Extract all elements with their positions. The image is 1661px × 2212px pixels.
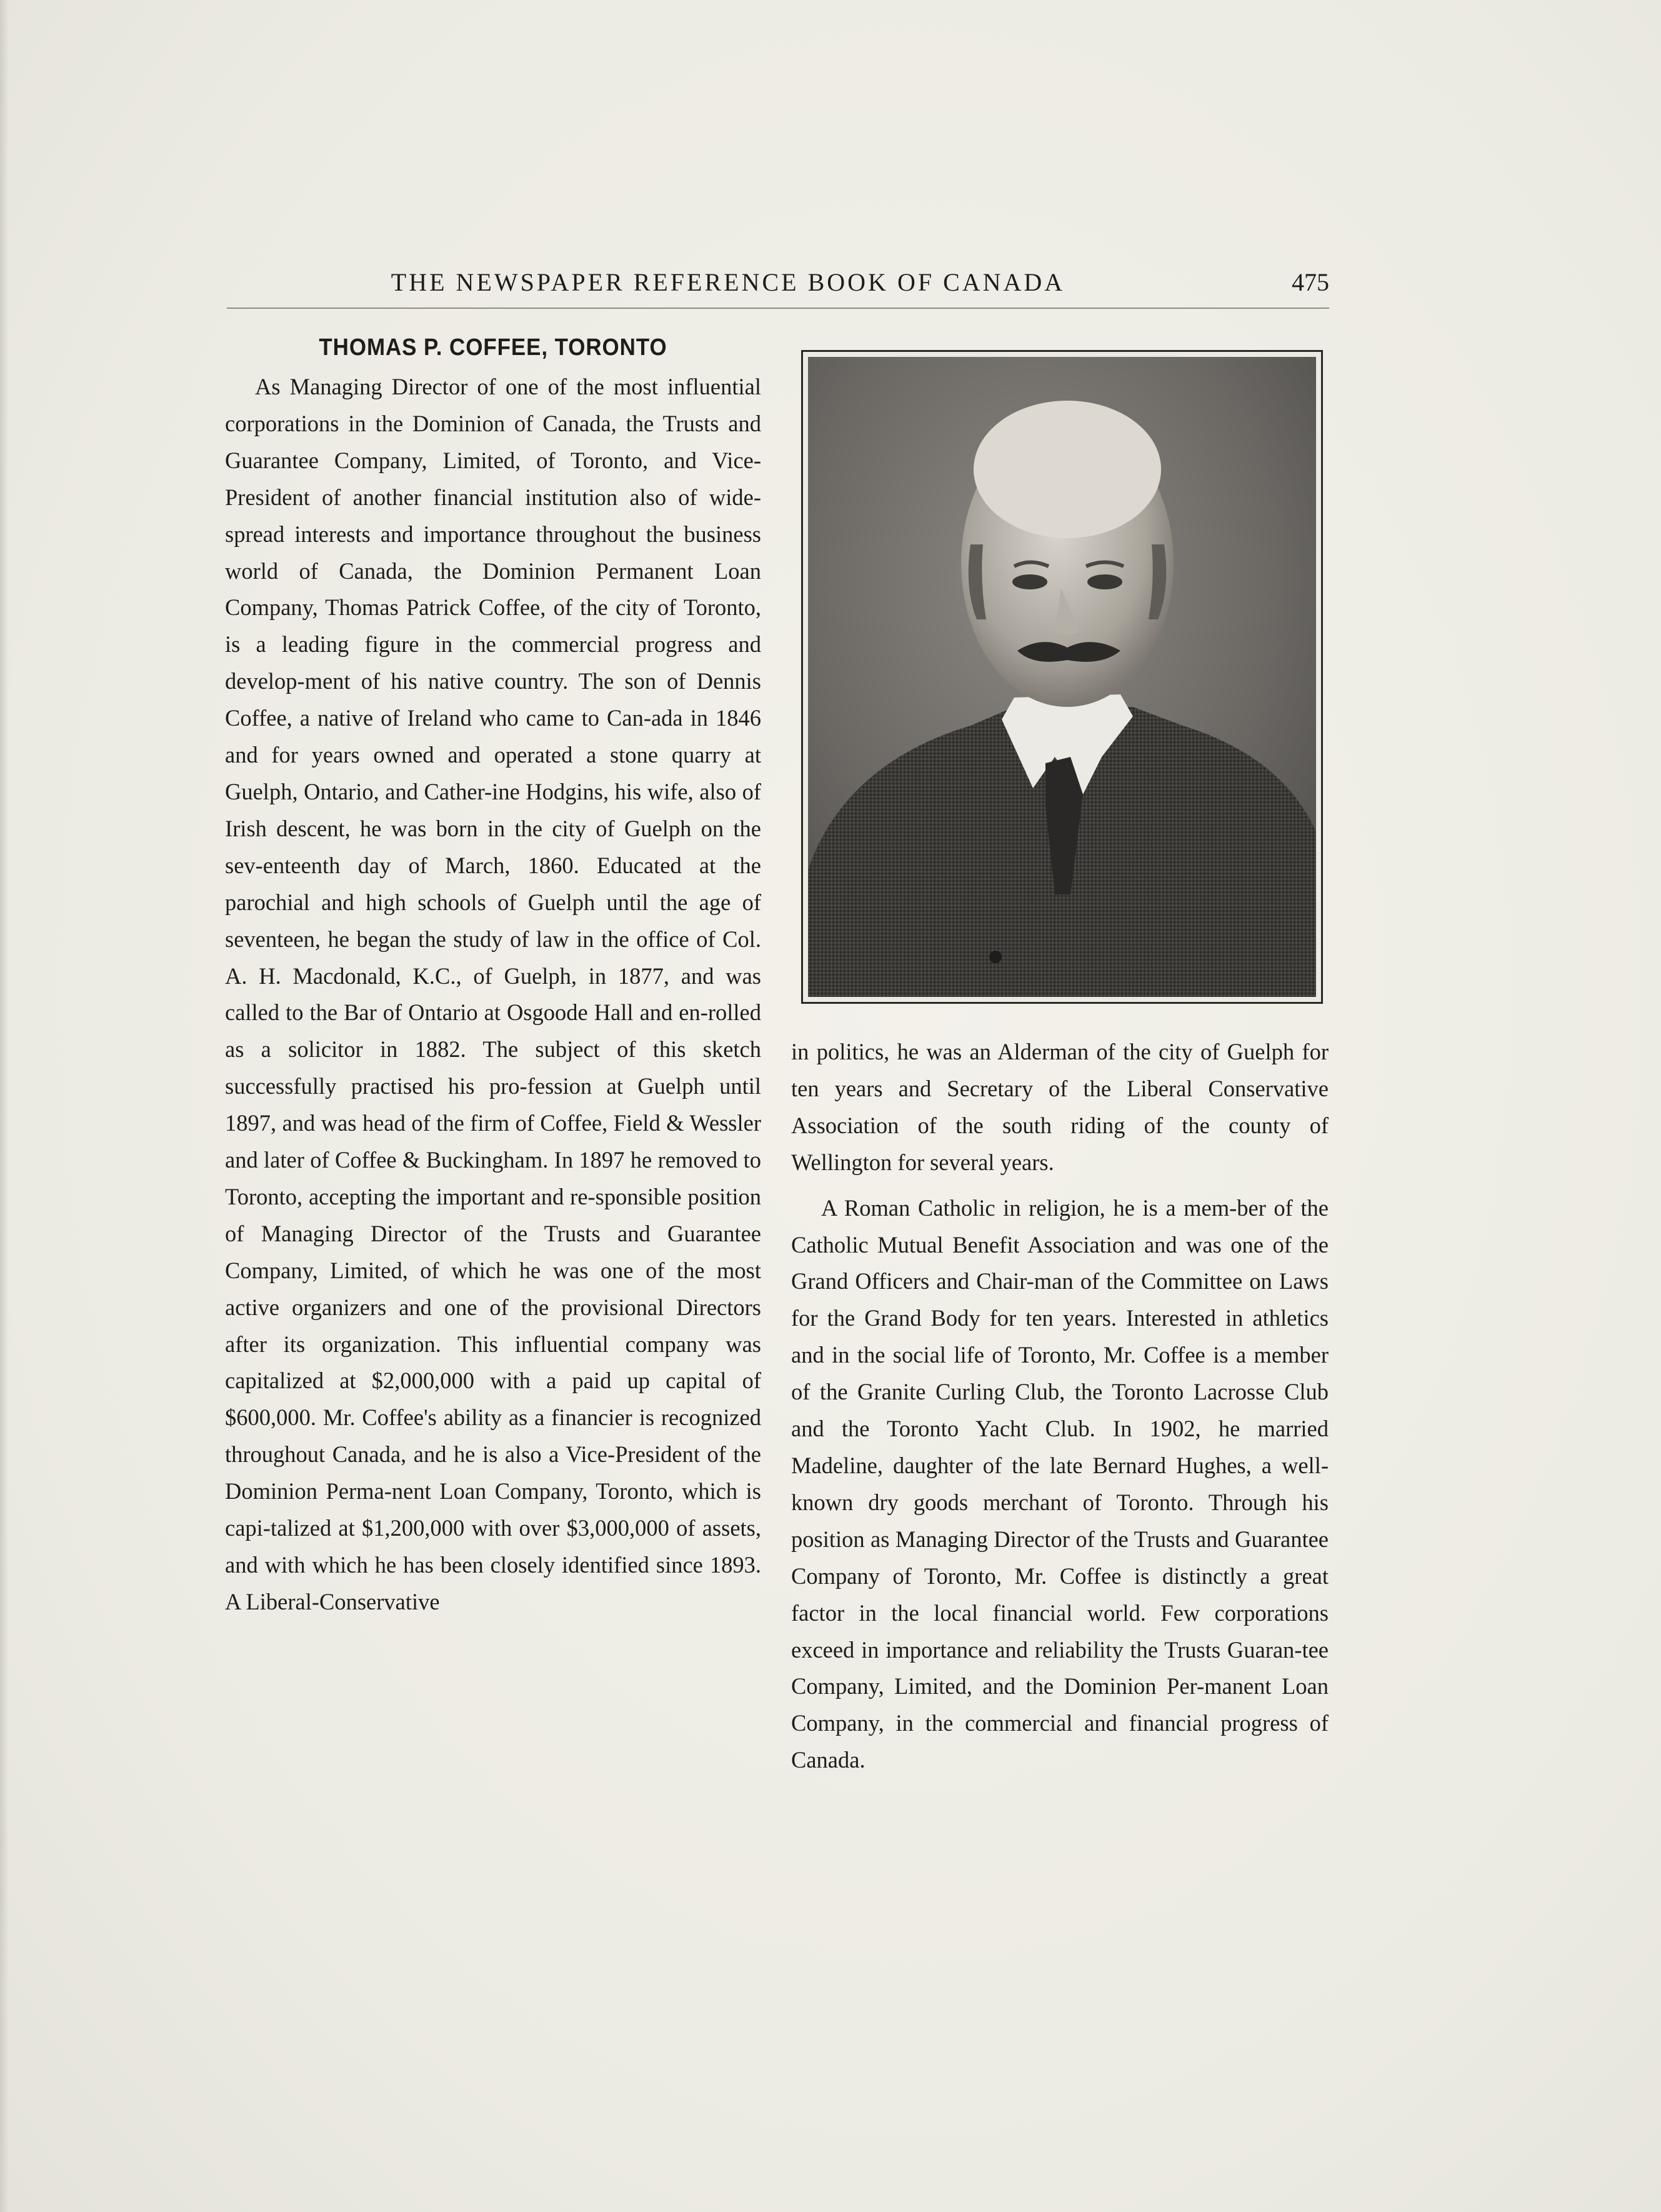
page-edge-shadow xyxy=(0,0,9,2212)
right-column-paragraph-2: A Roman Catholic in religion, he is a mem-ber of the Catholic Mutual Benefit Association and was one of the Grand Officers and Chair-man of the Committee on Laws for the Grand Body for ten years. Interested in athletics and in the social life of Toronto, Mr. Coffee is a member of the Granite Curling Club, the Toronto Lacrosse Club and the Toronto Yacht Club. In 1902, he married Madeline, daughter of the late Bernard Hughes, a well-known dry goods merchant of Toronto. Through his position as Managing Director of the Trusts and Guarantee Company of Toronto, Mr. Coffee is distinctly a great factor in the local financial world. Few corporations exceed in importance and reliability the Trusts Guaran-tee Company, Limited, and the Dominion Per-manent Loan Company, in the commercial and financial progress of Canada. xyxy=(791,1194,1329,1773)
right-column xyxy=(791,1034,1329,1779)
left-column-paragraph: As Managing Director of one of the most influential corporations in the Dominion of Canada, the Trusts and Guarantee Company, Limited, of Toronto, and Vice-President of another financial institution also of wide-spread interests and importance throughout the business world of Canada, the Dominion Permanent Loan Company, Thomas Patrick Coffee, of the city of Toronto, is a leading figure in the commercial progress and develop-ment of his native country. The son of Dennis Coffee, a native of Ireland who came to Can-ada in 1846 and for years owned and operated a stone quarry at Guelph, Ontario, and Cather-ine Hodgins, his wife, also of Irish descent, he was born in the city of Guelph on the sev-enteenth day of March, 1860. Educated at the parochial and high schools of Guelph until the age of seventeen, he began the study of law in the office of Col. A. H. Macdonald, K.C., of Guelph, in 1877, and was called to the Bar of Ontario at Osgoode Hall and en-rolled as a solicitor in 1882. The subject of this sketch successfully practised his pro-fession at Guelph until 1897, and was head of the firm of Coffee, Field & Wessler and later of Coffee & Buckingham. In 1897 he removed to Toronto, accepting the important and re-sponsible position of Managing Director of the Trusts and Guarantee Company, Limited, of which he was one of the most active organizers and one of the provisional Directors after its organization. This influential company was capitalized at $2,000,000 with a paid up capital of $600,000. Mr. Coffee's ability as a financier is recognized throughout Canada, and he is also a Vice-President of the Dominion Perma-nent Loan Company, Toronto, which is capi-talized at $1,200,000 with over $3,000,000 of assets, and with which he has been closely identified since 1893. A Liberal-Conservative xyxy=(225,374,761,1614)
portrait-illustration xyxy=(808,357,1316,997)
right-column-paragraph-1: in politics, he was an Alderman of the city of Guelph for ten years and Secretary of the Liberal Conservative Association of the south riding of the county of Wellington for several years. xyxy=(791,1039,1329,1175)
portrait-photo xyxy=(808,357,1316,997)
running-head-title: THE NEWSPAPER REFERENCE BOOK OF CANADA xyxy=(391,268,1065,296)
left-column xyxy=(225,369,761,1621)
page-number: 475 xyxy=(1292,268,1329,296)
article-title: THOMAS P. COFFEE, TORONTO xyxy=(319,334,667,361)
portrait-frame xyxy=(801,350,1323,1004)
header-rule xyxy=(227,308,1329,309)
running-head xyxy=(227,263,1329,300)
